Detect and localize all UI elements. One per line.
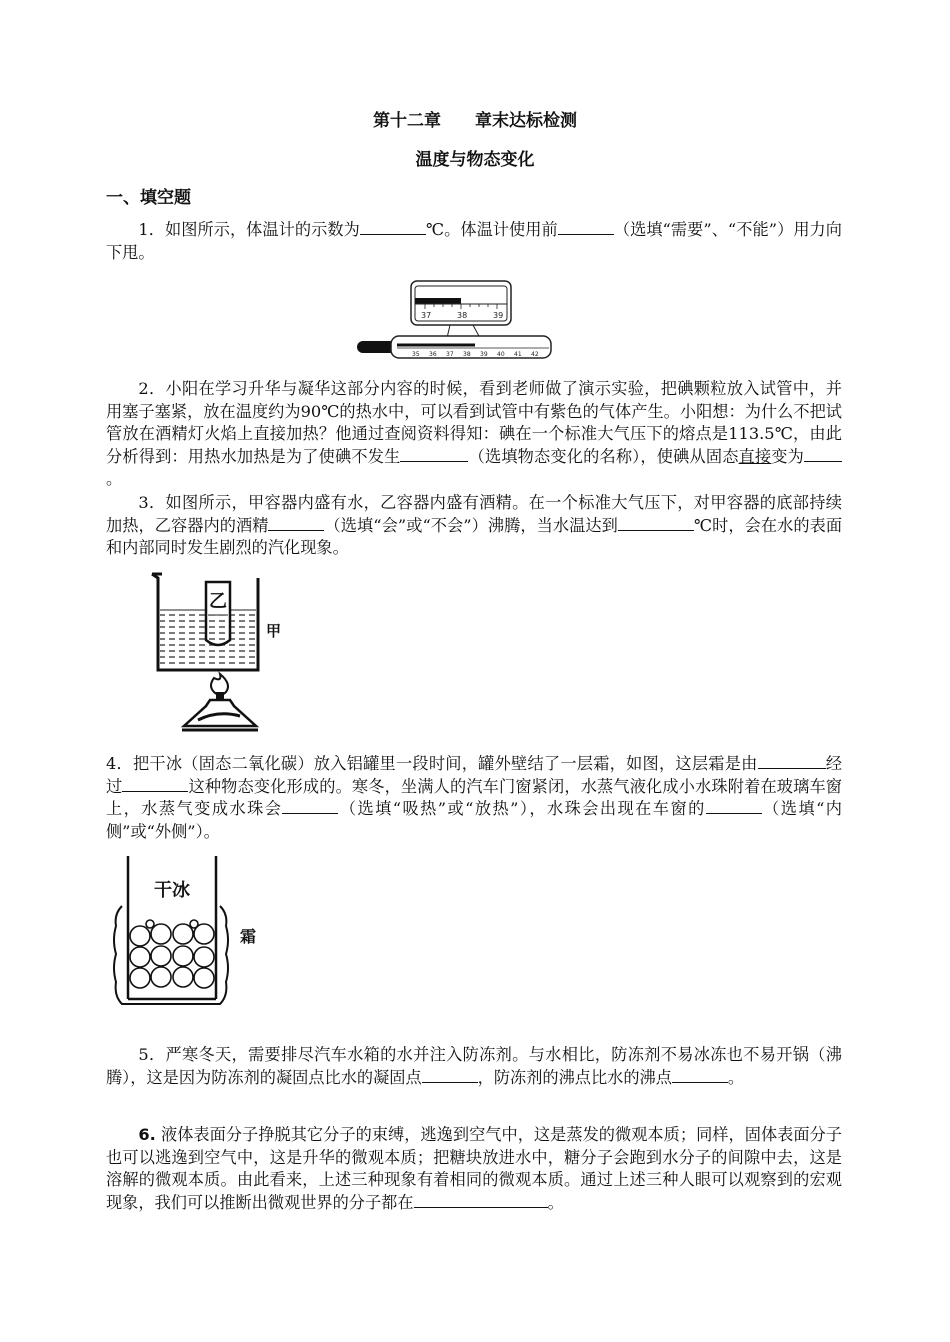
question-4-text-e: （选填“内侧”或“外侧”）。	[106, 799, 842, 841]
question-2-text-b: （选填物态变化的名称），使碘从固态	[468, 446, 739, 466]
question-4-text-d: （选填“吸热”或“放热”），水珠会出现在车窗的	[338, 799, 706, 819]
answer-blank[interactable]	[282, 798, 338, 814]
question-2	[106, 378, 842, 491]
zoom-label: 39	[493, 311, 504, 320]
scale-label: 35	[412, 351, 420, 358]
section-heading: 一、填空题	[106, 188, 191, 208]
scale-label: 39	[480, 351, 488, 358]
answer-blank[interactable]	[422, 1067, 478, 1083]
scale-label: 37	[446, 351, 454, 358]
question-2-text-a: 2．小阳在学习升华与凝华这部分内容的时候，看到老师做了演示实验，把碘颗粒放入试管中，并用塞子塞紧，放在温度约为90℃的热水中，可以看到试管中有紫色的气体产生。小阳想：为什么不把试管放在酒精灯火焰上直接加热？他通过查阅资料得知：碘在一个标准大气压下的熔点是113.5℃，由此分析得到：用热水加热是为了使碘不发生	[106, 379, 842, 466]
question-4	[106, 753, 842, 843]
question-6	[106, 1124, 842, 1214]
question-4-text-c: 这种物态变化形成的。寒冬，坐满人的汽车门窗紧闭，水蒸气液化成小水珠附着在玻璃车窗上，水蒸气变成水珠会	[106, 776, 842, 819]
scale-label: 41	[514, 351, 522, 358]
question-5	[106, 1044, 842, 1089]
question-1-text-b: ℃。体温计使用前	[425, 220, 558, 239]
answer-blank[interactable]	[414, 1192, 548, 1208]
answer-blank[interactable]	[618, 515, 694, 531]
answer-blank[interactable]	[360, 219, 426, 235]
chapter-title: 第十二章 章末达标检测	[373, 111, 577, 131]
container-label-inner: 乙	[209, 591, 227, 612]
question-3-text-c: ℃时，会在水的表面和内部同时发生剧烈的汽化现象。	[106, 515, 843, 558]
answer-blank[interactable]	[268, 515, 324, 531]
answer-blank[interactable]	[400, 446, 468, 462]
scale-label: 38	[463, 351, 471, 358]
scale-label: 42	[531, 351, 539, 358]
answer-blank[interactable]	[758, 753, 826, 769]
answer-blank[interactable]	[672, 1067, 728, 1083]
question-6-text-a: 液体表面分子挣脱其它分子的束缚，逃逸到空气中，这是蒸发的微观本质；同样，固体表面分子也可以逃逸到空气中，这是升华的微观本质；把糖块放进水中，糖分子会跑到水分子的间隙中去，这是溶解的微观本质。由此看来，上述三种现象有着相同的微观本质。通过上述三种人眼可以观察到的宏观现象，我们可以推断出微观世界的分子都在	[106, 1125, 842, 1212]
question-1	[106, 219, 842, 264]
frost-label: 霜	[240, 927, 257, 946]
question-5-text-b: ，防冻剂的沸点比水的沸点	[477, 1067, 672, 1087]
question-1-text-a: 1．如图所示，体温计的示数为	[138, 220, 360, 239]
zoom-label: 38	[457, 311, 468, 320]
question-6-text-b: 。	[547, 1192, 564, 1212]
question-4-text-b: 经过	[106, 754, 843, 796]
dry-ice-label: 干冰	[154, 880, 190, 901]
answer-blank[interactable]	[706, 798, 762, 814]
answer-blank[interactable]	[804, 446, 842, 462]
question-3-text-b: （选填“会”或“不会”）沸腾，当水温达到	[324, 515, 618, 535]
question-2-text-c: 变为	[771, 446, 805, 466]
dry-ice-can-figure	[108, 854, 278, 1014]
question-5-text-a: 5．严寒冬天，需要排尽汽车水箱的水并注入防冻剂。与水相比，防冻剂不易冰冻也不易开锅（沸腾），这是因为防冻剂的凝固点比水的凝固点	[106, 1045, 842, 1087]
zoom-label: 37	[421, 311, 432, 320]
beaker-figure	[148, 570, 298, 736]
answer-blank[interactable]	[558, 219, 614, 235]
question-4-text-a: 4．把干冰（固态二氧化碳）放入铝罐里一段时间，罐外壁结了一层霜，如图，这层霜是由	[106, 754, 758, 773]
question-3-text-a: 3．如图所示，甲容器内盛有水，乙容器内盛有酒精。在一个标准大气压下，对甲容器的底部持续加热，乙容器内的酒精	[106, 493, 842, 535]
question-2-text-d: 。	[106, 469, 123, 489]
question-3	[106, 492, 842, 560]
thermometer-figure	[355, 278, 555, 362]
page-subtitle: 温度与物态变化	[415, 150, 535, 170]
question-6-number: 6.	[138, 1125, 156, 1144]
answer-blank[interactable]	[122, 776, 188, 792]
question-1-text-c: （选填“需要”、“不能”）用力向下甩。	[106, 220, 842, 262]
question-5-text-c: 。	[727, 1067, 745, 1087]
container-label-outer: 甲	[266, 622, 282, 640]
underlined-word: 直接	[738, 446, 772, 466]
scale-label: 36	[429, 351, 437, 358]
scale-label: 40	[497, 351, 505, 358]
